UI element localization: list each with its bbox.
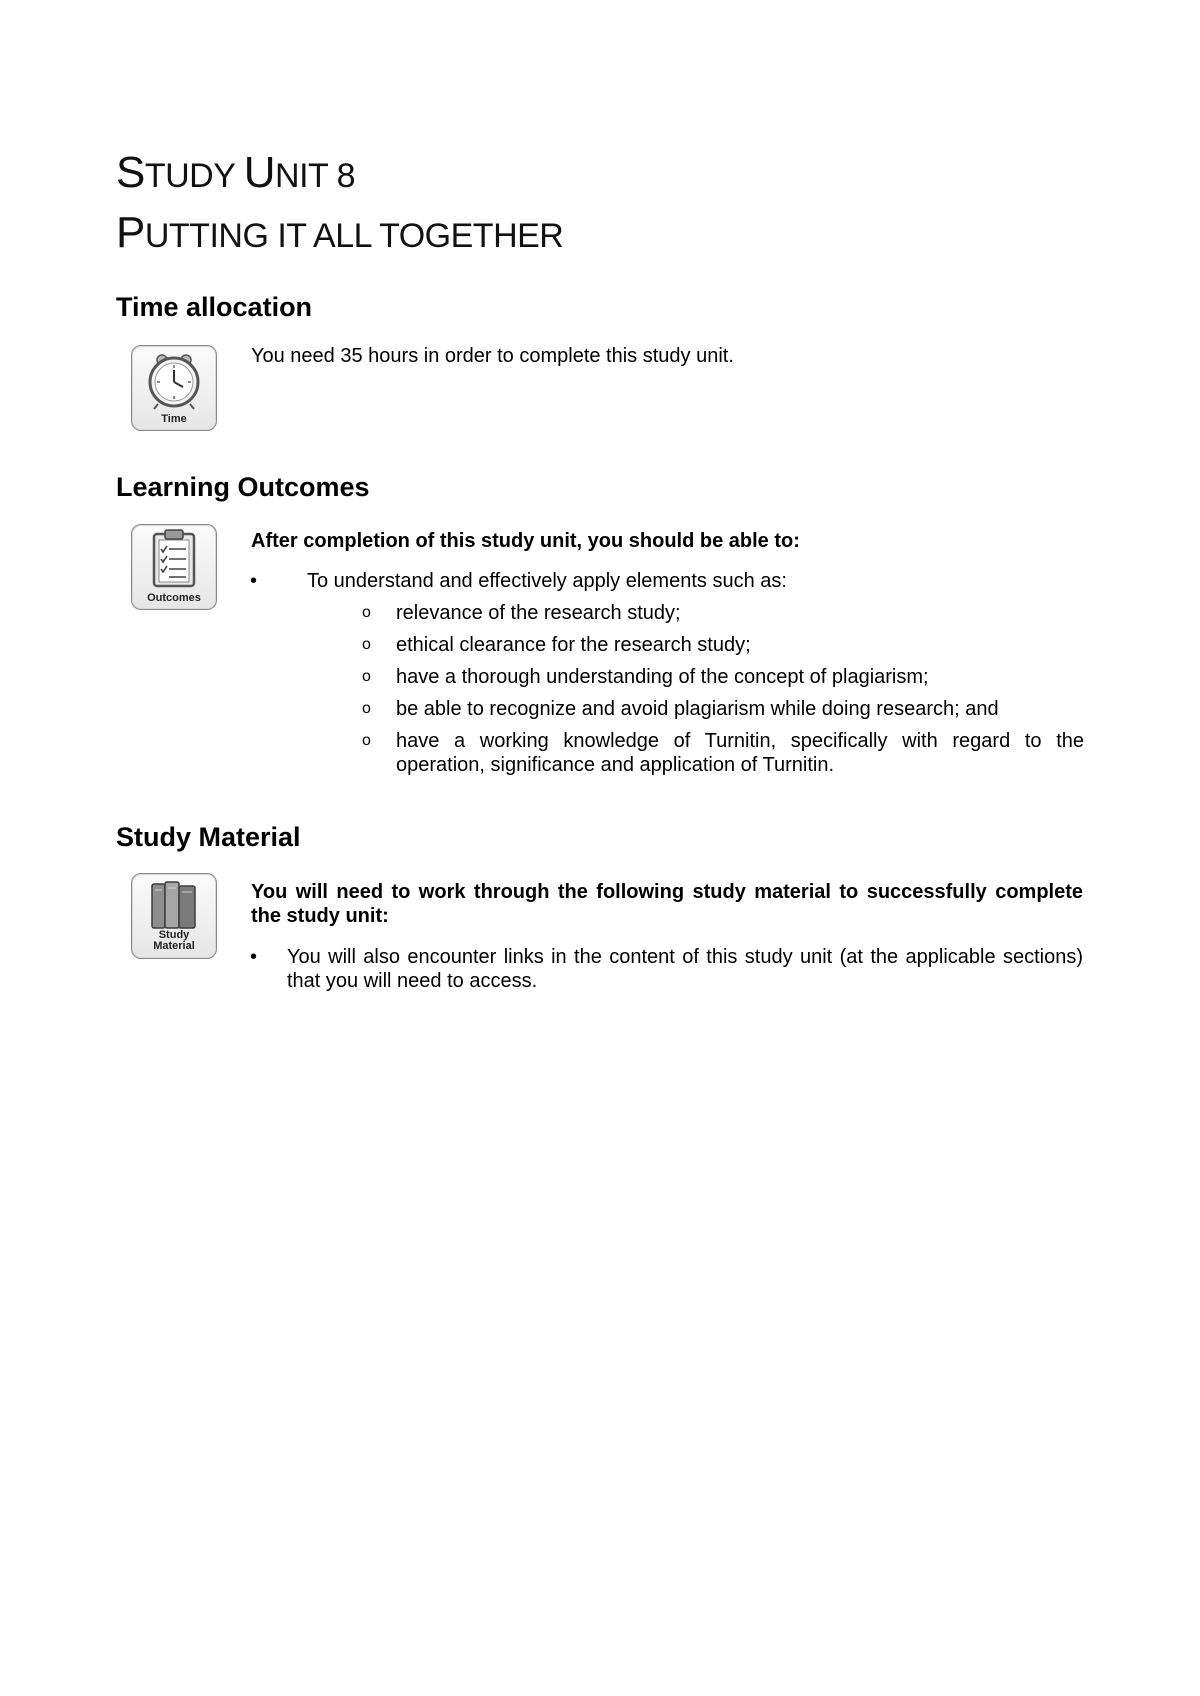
learning-outcomes-heading: Learning Outcomes bbox=[116, 472, 370, 502]
title-cap: U bbox=[243, 148, 276, 197]
study-material-icon-label: Study bbox=[158, 929, 190, 941]
time-allocation-text: You need 35 hours in order to complete this study unit. bbox=[251, 345, 734, 367]
time-allocation-heading: Time allocation bbox=[116, 292, 313, 322]
title-text: UTTING IT ALL TOGETHER bbox=[144, 217, 564, 255]
study-material-heading: Study Material bbox=[116, 822, 301, 852]
sub-bullet-marker: o bbox=[362, 700, 371, 717]
title-cap: S bbox=[116, 148, 145, 197]
sub-bullet-marker: o bbox=[362, 668, 371, 685]
bullet-marker: • bbox=[250, 946, 258, 968]
study-material-icon bbox=[131, 873, 217, 959]
title-cap: P bbox=[116, 208, 145, 257]
outcomes-bullet: To understand and effectively apply elements such as: bbox=[307, 570, 787, 592]
title-text: TUDY bbox=[144, 157, 244, 195]
outcome-item: have a working knowledge of Turnitin, specifically with regard to the operation, significance and application of Turnitin. bbox=[396, 730, 1084, 776]
sub-bullet-marker: o bbox=[362, 604, 371, 621]
outcomes-icon-label: Outcomes bbox=[147, 592, 201, 604]
study-material-icon-label: Material bbox=[153, 940, 195, 952]
outcome-item: have a thorough understanding of the concept of plagiarism; bbox=[396, 666, 929, 688]
unit-name-title bbox=[116, 208, 563, 258]
outcomes-icon bbox=[131, 524, 217, 610]
outcome-item: ethical clearance for the research study; bbox=[396, 634, 751, 656]
sub-bullet-marker: o bbox=[362, 636, 371, 653]
study-material-bullet: You will also encounter links in the content of this study unit (at the applicable sections) that you will need to access. bbox=[287, 946, 1083, 992]
bullet-marker: • bbox=[250, 570, 258, 592]
outcomes-intro: After completion of this study unit, you should be able to: bbox=[251, 530, 800, 552]
unit-number-title bbox=[116, 148, 355, 198]
sub-bullet-marker: o bbox=[362, 732, 371, 749]
study-material-intro: You will need to work through the following study material to successfully complete the study unit: bbox=[251, 881, 1083, 927]
title-text: NIT 8 bbox=[275, 157, 356, 195]
outcome-item: relevance of the research study; bbox=[396, 602, 681, 624]
time-icon-label: Time bbox=[161, 413, 187, 425]
outcome-item: be able to recognize and avoid plagiarism while doing research; and bbox=[396, 698, 999, 720]
time-icon bbox=[131, 345, 217, 431]
